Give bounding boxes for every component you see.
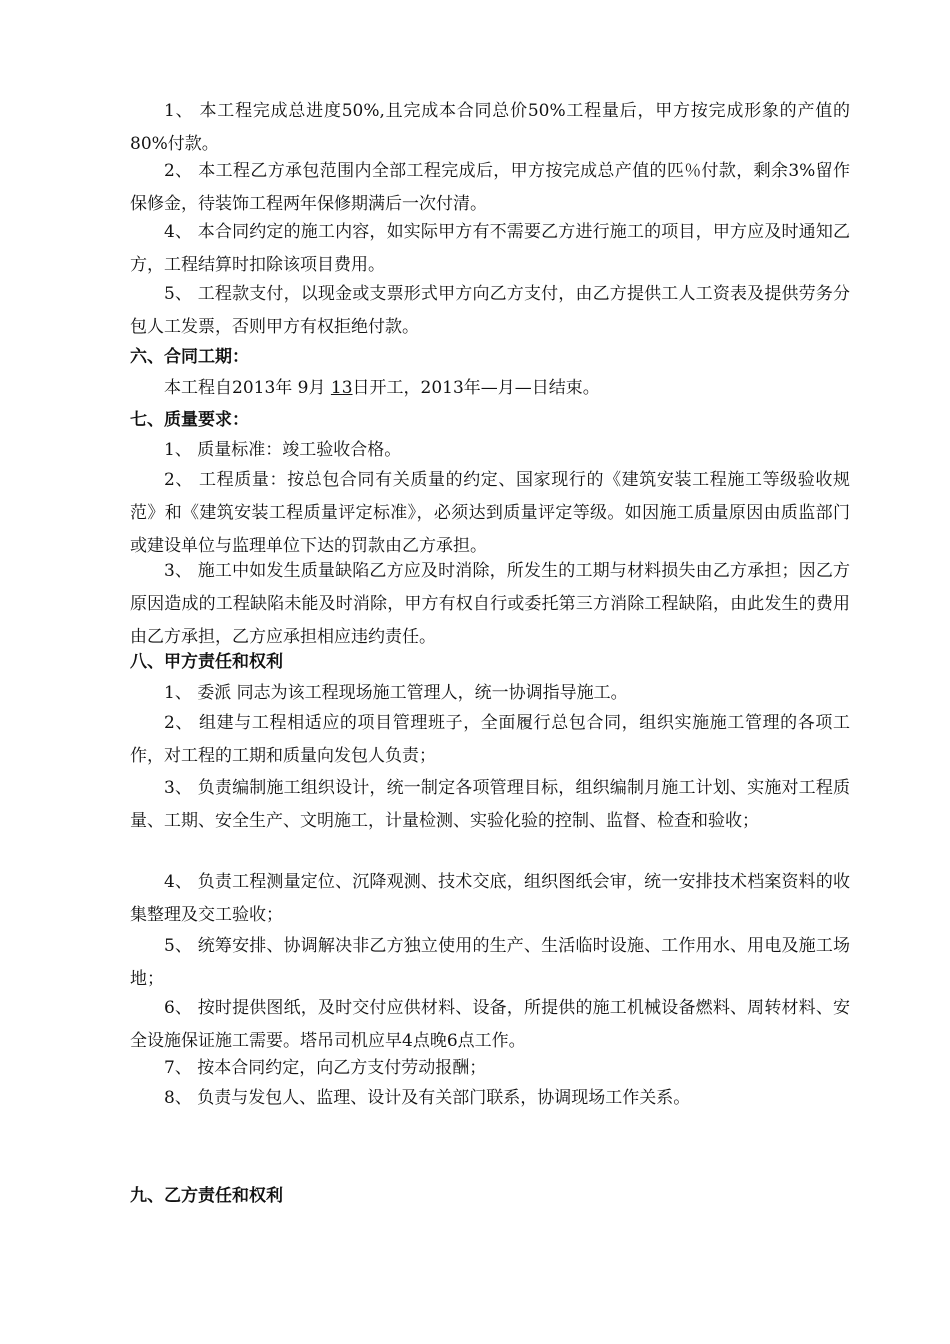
section-6-text-before: 本工程自2013年 9月 bbox=[164, 378, 331, 398]
party-a-item-7: 7、 按本合同约定，向乙方支付劳动报酬； bbox=[164, 1058, 487, 1078]
section-9-title: 九、乙方责任和权利 bbox=[130, 1186, 283, 1206]
party-a-item-5: 5、 统筹安排、协调解决非乙方独立使用的生产、生活临时设施、工作用水、用电及施工场地； bbox=[130, 936, 850, 989]
payment-clause-4: 4、 本合同约定的施工内容，如实际甲方有不需要乙方进行施工的项目，甲方应及时通知乙方，工程结算时扣除该项目费用。 bbox=[130, 222, 850, 275]
payment-clause-5: 5、 工程款支付，以现金或支票形式甲方向乙方支付，由乙方提供工人工资表及提供劳务分包人工发票，否则甲方有权拒绝付款。 bbox=[130, 284, 850, 337]
payment-clause-1: 1、 本工程完成总进度50%,且完成本合同总价50%工程量后，甲方按完成形象的产值的80%付款。 bbox=[130, 101, 850, 154]
section-6-text-after: 日开工，2013年—月—日结束。 bbox=[352, 378, 600, 398]
quality-item-2: 2、 工程质量：按总包合同有关质量的约定、国家现行的《建筑安装工程施工等级验收规范》和《建筑安装工程质量评定标准》，必须达到质量评定等级。如因施工质量原因由质监部门或建设单位与监理单位下达的罚款由乙方承担。 bbox=[130, 470, 850, 556]
section-8-title: 八、甲方责任和权利 bbox=[130, 652, 283, 672]
party-a-item-8: 8、 负责与发包人、监理、设计及有关部门联系，协调现场工作关系。 bbox=[164, 1088, 691, 1108]
party-a-item-6: 6、 按时提供图纸，及时交付应供材料、设备，所提供的施工机械设备燃料、周转材料、安全设施保证施工需要。塔吊司机应早4点晚6点工作。 bbox=[130, 998, 850, 1051]
quality-item-3: 3、 施工中如发生质量缺陷乙方应及时消除，所发生的工期与材料损失由乙方承担；因乙方原因造成的工程缺陷未能及时消除，甲方有权自行或委托第三方消除工程缺陷，由此发生的费用由乙方承担，乙方应承担相应违约责任。 bbox=[130, 561, 850, 647]
section-7-title: 七、质量要求： bbox=[130, 410, 249, 430]
payment-clause-2: 2、 本工程乙方承包范围内全部工程完成后，甲方按完成总产值的匹％付款，剩余3%留作保修金，待装饰工程两年保修期满后一次付清。 bbox=[130, 161, 850, 214]
section-6-text bbox=[164, 372, 600, 405]
quality-item-1: 1、 质量标准：竣工验收合格。 bbox=[164, 440, 402, 460]
party-a-item-4: 4、 负责工程测量定位、沉降观测、技术交底，组织图纸会审，统一安排技术档案资料的收集整理及交工验收； bbox=[130, 872, 850, 925]
party-a-item-1: 1、 委派 同志为该工程现场施工管理人，统一协调指导施工。 bbox=[164, 683, 628, 703]
party-a-item-3: 3、 负责编制施工组织设计，统一制定各项管理目标，组织编制月施工计划、实施对工程质量、工期、安全生产、文明施工，计量检测、实验化验的控制、监督、检查和验收； bbox=[130, 778, 850, 831]
section-6-start-day: 13 bbox=[330, 378, 353, 398]
party-a-item-2: 2、 组建与工程相适应的项目管理班子，全面履行总包合同，组织实施施工管理的各项工作，对工程的工期和质量向发包人负责； bbox=[130, 713, 850, 766]
section-6-title: 六、合同工期： bbox=[130, 347, 249, 367]
